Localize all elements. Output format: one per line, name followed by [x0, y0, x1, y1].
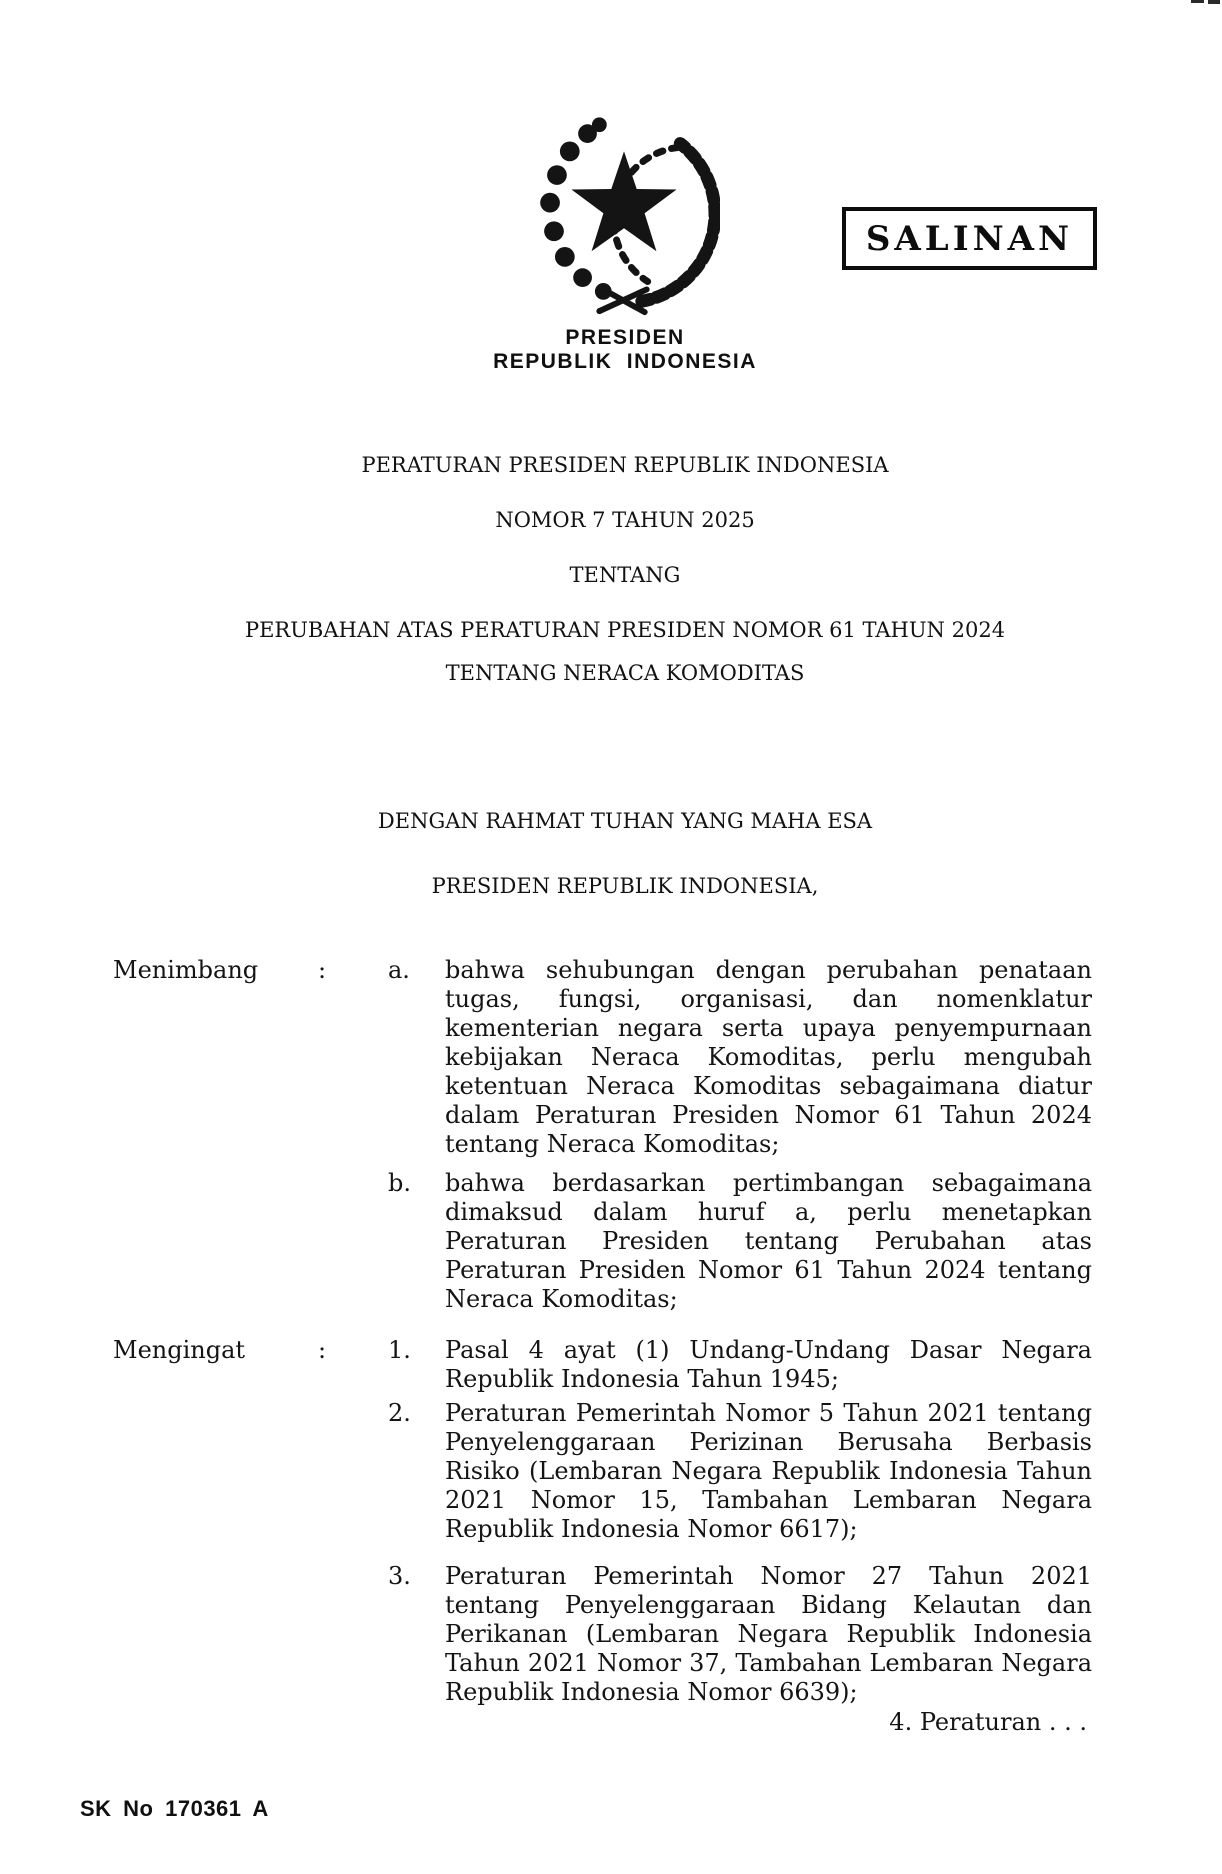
legal-basis-row-3	[388, 1562, 1092, 1707]
legal-basis-text: Pasal 4 ayat (1) Undang-Undang Dasar Negara Republik Indonesia Tahun 1945;	[445, 1336, 1092, 1393]
legal-basis-row-1	[113, 1336, 1096, 1394]
considerations-row-a	[113, 956, 1096, 1159]
rice-stalk-arc	[642, 143, 715, 301]
title-line-3: TENTANG	[569, 563, 681, 587]
consideration-marker: a.	[388, 956, 410, 984]
consideration-marker: b.	[388, 1169, 411, 1197]
considerations-row-b	[388, 1169, 1092, 1314]
legal-basis-row-2	[388, 1399, 1092, 1544]
considerations-label: Menimbang	[113, 956, 259, 984]
salinan-stamp	[842, 207, 1097, 270]
title-line-5: TENTANG NERACA KOMODITAS	[445, 661, 805, 685]
title-line-1: PERATURAN PRESIDEN REPUBLIK INDONESIA	[361, 453, 889, 477]
legal-basis-label: Mengingat	[113, 1336, 246, 1364]
legal-basis-marker: 2.	[388, 1399, 411, 1427]
legal-basis-text: Peraturan Pemerintah Nomor 27 Tahun 2021 tentang Penyelenggaraan Bidang Kelautan dan Perikanan (Lembaran Negara Republik Indonesia Tahun 2021 Nomor 37, Tambahan Lembaran Negara Republik Indonesia Nomor 6639);	[445, 1562, 1092, 1706]
catchword-line: 4. Peraturan . . .	[889, 1708, 1087, 1736]
invocation-line: DENGAN RAHMAT TUHAN YANG MAHA ESA	[377, 809, 873, 833]
scan-corner-artifact	[1191, 0, 1222, 5]
legal-basis-separator: :	[318, 1336, 327, 1364]
letterhead-line2: REPUBLIK INDONESIA	[493, 350, 757, 373]
salinan-stamp-label: SALINAN	[865, 218, 1074, 259]
sk-number: SK No 170361 A	[80, 1796, 269, 1821]
title-line-4: PERUBAHAN ATAS PERATURAN PRESIDEN NOMOR 61 TAHUN 2024	[244, 618, 1006, 642]
consideration-text: bahwa sehubungan dengan perubahan penataan tugas, fungsi, organisasi, dan nomenklatur kementerian negara serta upaya penyempurnaan kebijakan Neraca Komoditas, perlu mengubah ketentuan Neraca Komoditas sebagaimana diatur dalam Peraturan Presiden Nomor 61 Tahun 2024 tentang Neraca Komoditas;	[445, 956, 1092, 1158]
authority-line: PRESIDEN REPUBLIK INDONESIA,	[431, 874, 819, 898]
presidential-seal-icon	[528, 108, 720, 320]
consideration-text: bahwa berdasarkan pertimbangan sebagaimana dimaksud dalam huruf a, perlu menetapkan Peraturan Presiden tentang Perubahan atas Peraturan Presiden Nomor 61 Tahun 2024 tentang Neraca Komoditas;	[445, 1169, 1092, 1313]
letterhead-line1: PRESIDEN	[565, 326, 685, 349]
legal-basis-marker: 1.	[388, 1336, 411, 1364]
considerations-separator: :	[318, 956, 327, 984]
star-glyph	[571, 151, 676, 251]
scan-artifact-dash	[1208, 0, 1220, 4]
title-line-2: NOMOR 7 TAHUN 2025	[495, 508, 755, 532]
scan-artifact-dash	[1191, 0, 1204, 3]
legal-basis-marker: 3.	[388, 1562, 411, 1590]
legal-basis-text: Peraturan Pemerintah Nomor 5 Tahun 2021 tentang Penyelenggaraan Perizinan Berusaha Berbasis Risiko (Lembaran Negara Republik Indonesia Tahun 2021 Nomor 15, Tambahan Lembaran Negara Republik Indonesia Nomor 6617);	[445, 1399, 1092, 1543]
letterhead	[325, 326, 925, 374]
